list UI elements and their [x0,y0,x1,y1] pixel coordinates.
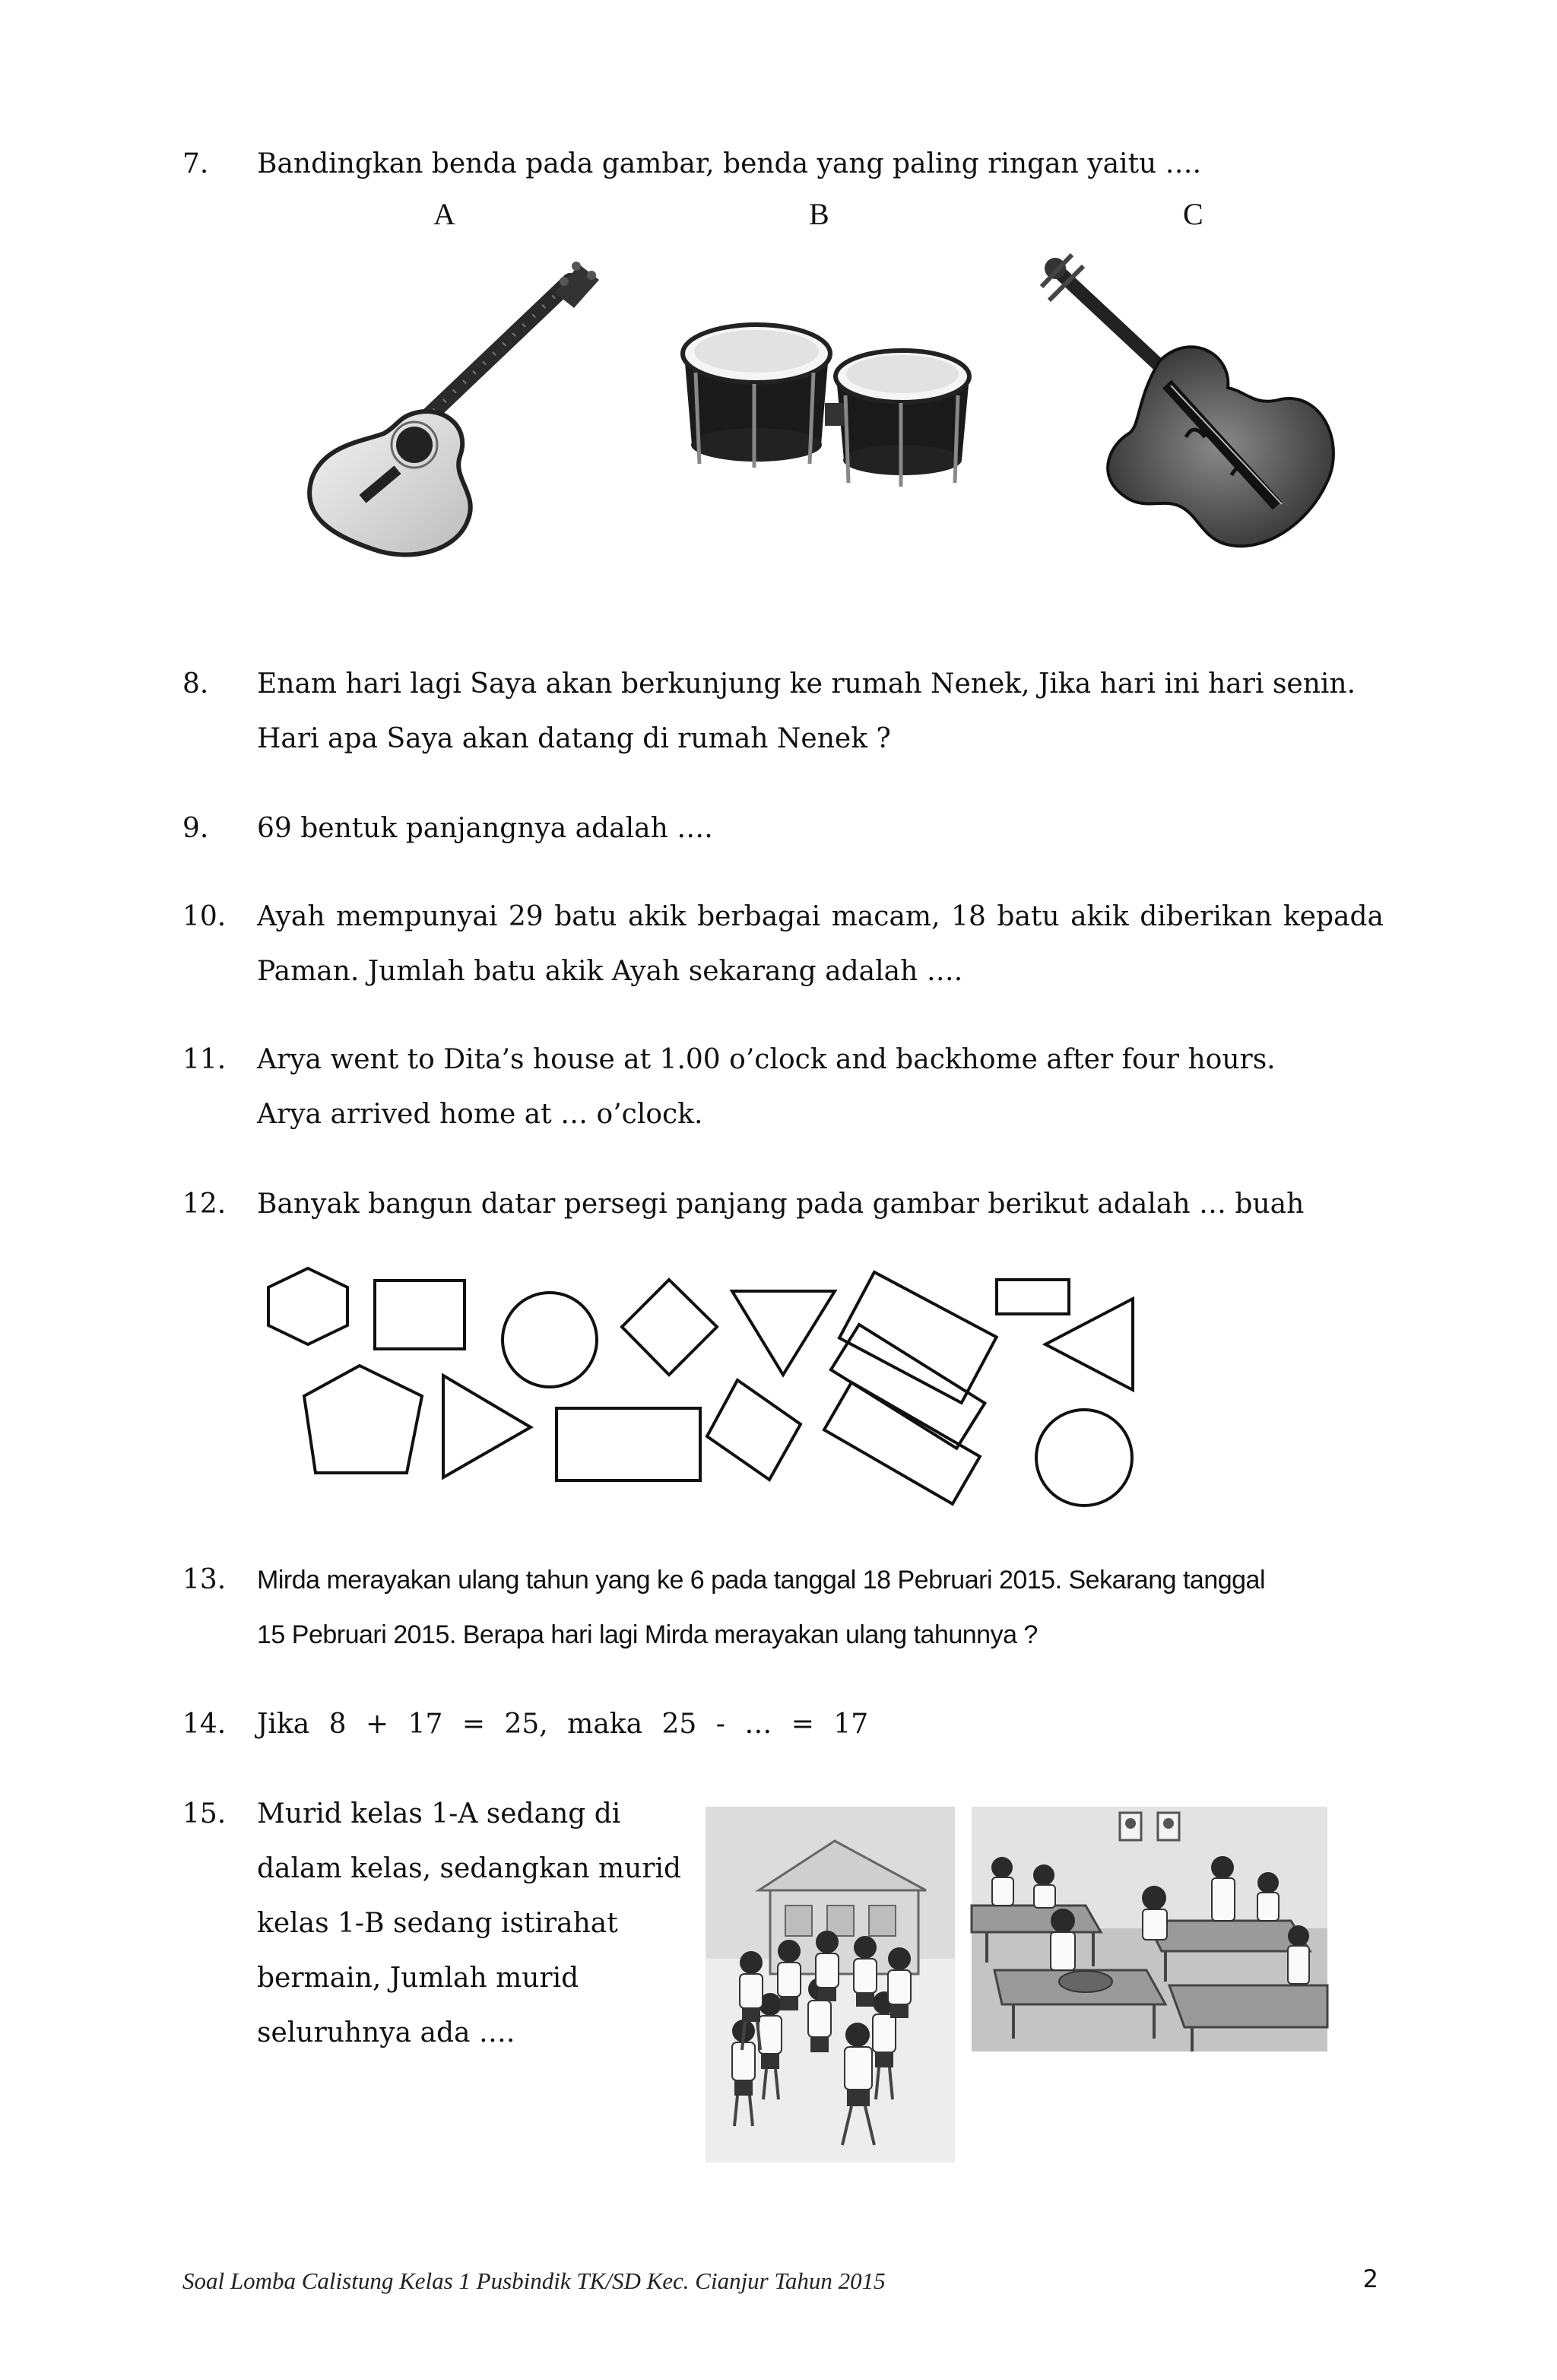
rectangle-shape [997,1280,1069,1314]
circle-shape [503,1293,597,1387]
question-text: bermain, Jumlah murid [257,1963,579,1994]
rectangle-shape [831,1325,985,1449]
option-label-c: C [1183,197,1203,231]
question-text: Ayah mempunyai 29 batu akik berbagai macam, 18 batu akik diberikan kepada [257,901,1384,932]
question-text: kelas 1-B sedang istirahat [257,1908,618,1939]
question-15 [182,1787,715,2061]
right-triangle-shape [443,1376,531,1477]
children-playing-image [706,1807,955,2163]
shapes-figure [251,1247,1163,1536]
option-label-a: A [433,197,455,231]
circle-shape [1036,1410,1132,1506]
question-text: Jika 8 + 17 = 25, maka 25 - … = 17 [257,1709,869,1740]
question-11 [182,1033,1384,1142]
question-10 [182,890,1384,999]
question-number: 11. [182,1044,227,1075]
rectangle-shape [557,1408,700,1480]
question-14 [182,1697,1384,1752]
classroom-image [972,1807,1327,2052]
option-label-b: B [809,197,829,231]
question-number: 15. [182,1798,227,1829]
question-text: Enam hari lagi Saya akan berkunjung ke rumah Nenek, Jika hari ini hari senin. [257,668,1356,700]
question-text: Bandingkan benda pada gambar, benda yang paling ringan yaitu …. [257,148,1202,179]
question-text: seluruhnya ada …. [257,2017,515,2048]
question-text: 69 bentuk panjangnya adalah …. [257,813,713,844]
square-shape [375,1280,465,1349]
hexagon-shape [268,1268,347,1344]
question-text: Mirda merayakan ulang tahun yang ke 6 pada tanggal 18 Pebruari 2015. Sekarang tanggal [257,1566,1266,1595]
question-number: 9. [182,813,209,844]
question-8 [182,657,1384,766]
question-number: 10. [182,901,227,932]
bongo-drums-image [669,312,988,509]
question-text: Arya went to Dita’s house at 1.00 o’clock and backhome after four hours. [257,1044,1276,1075]
question-13 [182,1553,1384,1662]
question-12 [182,1177,1384,1232]
page-number: 2 [1362,2264,1378,2293]
footer-text: Soal Lomba Calistung Kelas 1 Pusbindik TK/SD Kec. Cianjur Tahun 2015 [182,2267,886,2294]
violin-image [1026,247,1353,566]
question-number: 14. [182,1709,227,1740]
question-9 [182,801,1384,856]
diamond-shape [622,1280,717,1375]
question-number: 12. [182,1188,227,1220]
pentagon-shape [304,1366,422,1473]
question-number: 13. [182,1564,227,1595]
question-text: Paman. Jumlah batu akik Ayah sekarang adalah …. [257,956,963,987]
question-7 [182,137,1384,192]
down-triangle-shape [732,1291,835,1375]
rectangle-shape [839,1272,997,1403]
question-text: 15 Pebruari 2015. Berapa hari lagi Mirda merayakan ulang tahunnya ? [257,1620,1038,1649]
question-text: Arya arrived home at … o’clock. [257,1099,703,1130]
tilted-square-shape [707,1380,801,1480]
question-number: 7. [182,148,209,179]
guitar-image [289,251,608,570]
question-text: dalam kelas, sedangkan murid [257,1853,682,1884]
question-number: 8. [182,668,209,700]
question-text: Murid kelas 1-A sedang di [257,1798,621,1829]
question-text: Hari apa Saya akan datang di rumah Nenek ? [257,723,891,754]
question-text: Banyak bangun datar persegi panjang pada gambar berikut adalah … buah [257,1188,1305,1220]
